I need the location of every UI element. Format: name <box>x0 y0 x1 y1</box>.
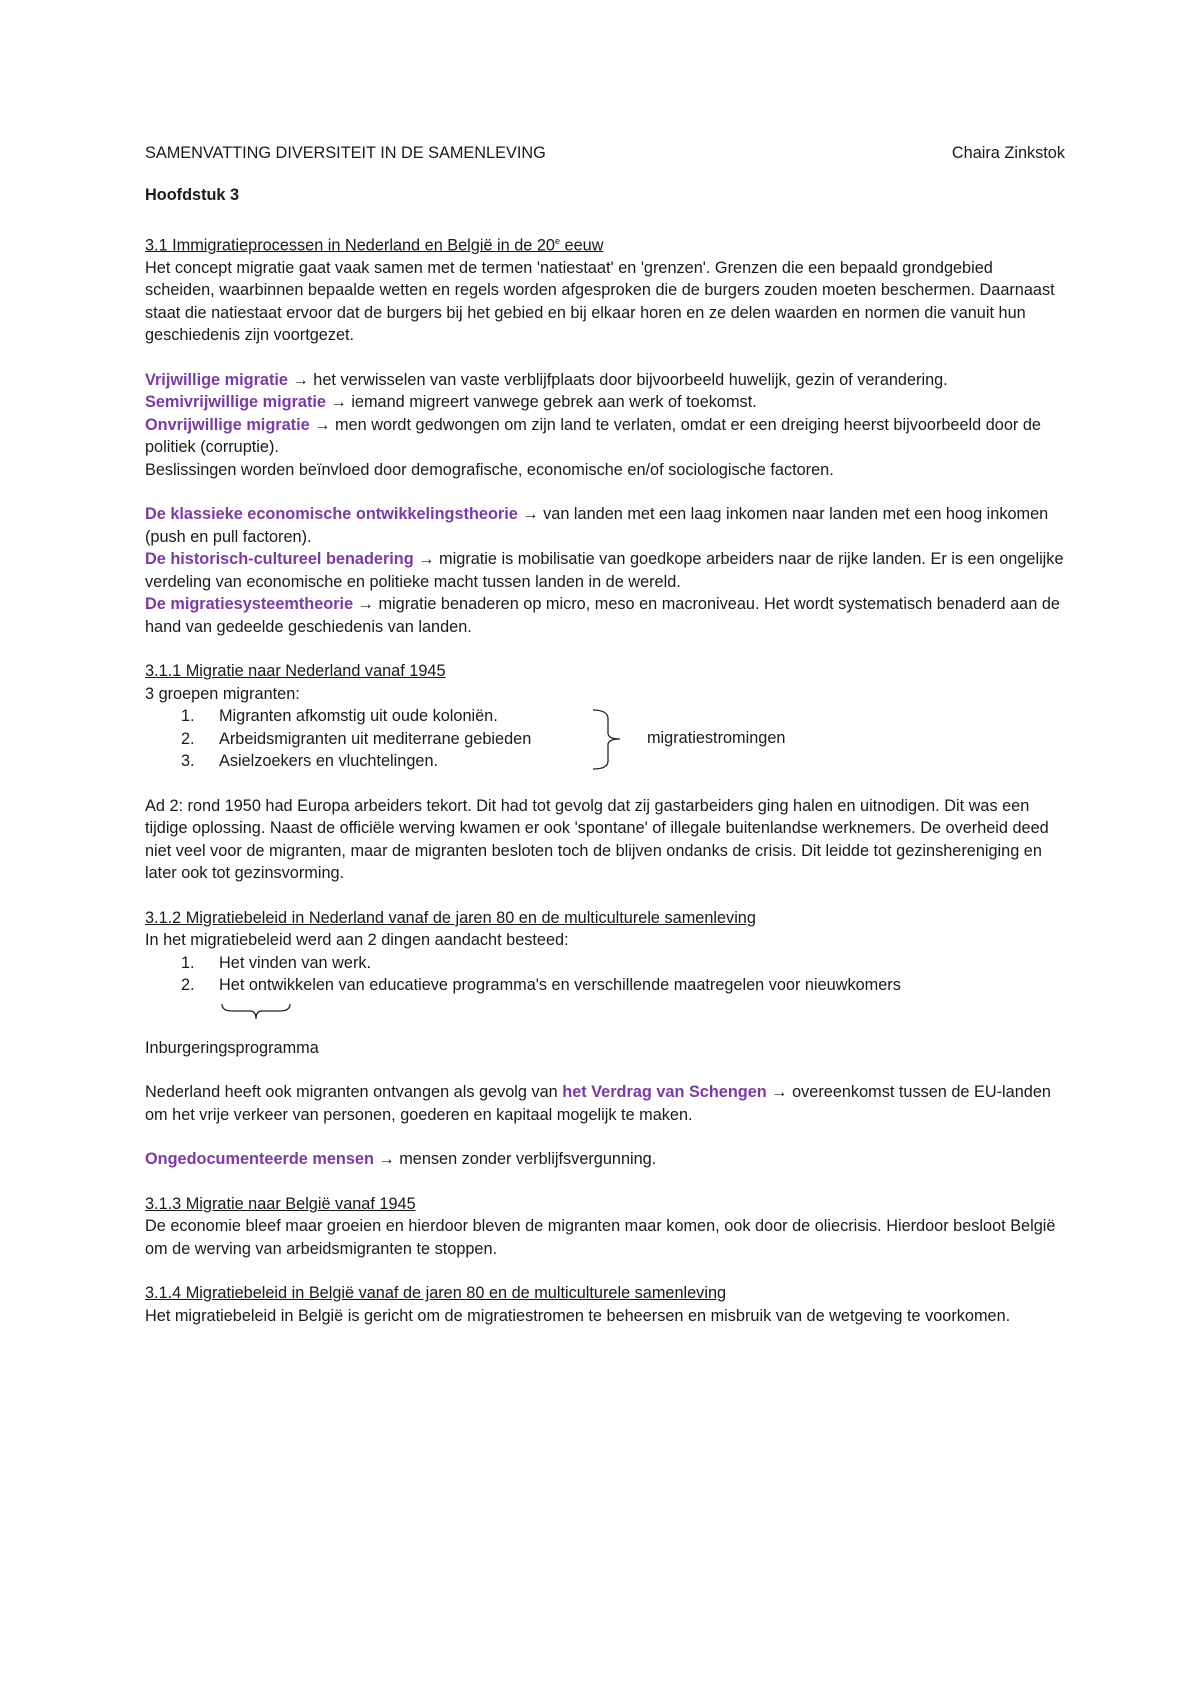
section-heading: 3.1.1 Migratie naar Nederland vanaf 1945 <box>145 662 446 681</box>
section-3-1-4 <box>145 1282 1065 1327</box>
list-item: 2. Arbeidsmigranten uit mediterrane gebieden <box>181 729 532 748</box>
definition-paragraph: De migratiesysteemtheorie → migratie benaderen op micro, meso en macroniveau. Het wordt systematisch benaderd aan de hand van gedeelde geschiedenis van landen. <box>145 595 1060 636</box>
term: De klassieke economische ontwikkelingstheorie <box>145 505 518 524</box>
list-intro: 3 groepen migranten: <box>145 684 300 703</box>
definition-paragraph: Onvrijwillige migratie → men wordt gedwongen om zijn land te verlaten, omdat er een dreiging heerst bijvoorbeeld door de politiek (corruptie). <box>145 415 1041 457</box>
section-body: Het migratiebeleid in België is gericht om de migratiestromen te beheersen en misbruik van de wetgeving te voorkomen. <box>145 1306 1011 1325</box>
definition-paragraph: De klassieke economische ontwikkelingstheorie → van landen met een laag inkomen naar landen met een hoog inkomen (push en pull factoren). <box>145 505 1049 546</box>
decisions-paragraph: Beslissingen worden beïnvloed door demografische, economische en/of sociologische factoren. <box>145 460 834 479</box>
chapter-heading: Hoofdstuk 3 <box>145 186 240 204</box>
term: De historisch-cultureel benadering <box>145 550 414 569</box>
numbered-list <box>145 952 1065 997</box>
section-heading: 3.1.3 Migratie naar België vanaf 1945 <box>145 1194 416 1213</box>
schengen-paragraph: Nederland heeft ook migranten ontvangen als gevolg van het Verdrag van Schengen → overeenkomst tussen de EU-landen om het vrije verkeer van personen, goederen en kapitaal mogelijk te maken. <box>145 1083 1051 1124</box>
section-3-1-1 <box>145 660 1065 885</box>
section-heading: 3.1.4 Migratiebeleid in België vanaf de jaren 80 en de multiculturele samenleving <box>145 1284 727 1303</box>
list-item: 1. Migranten afkomstig uit oude koloniën. <box>181 707 498 726</box>
curly-brace-down-icon <box>220 1001 292 1023</box>
section-body: Het concept migratie gaat vaak samen met de termen 'natiestaat' en 'grenzen'. Grenzen die een bepaald grondgebied scheiden, waarbinnen bepaalde wetten en regels worden afgesproken die de burgers zouden moeten beschermen. Daarnaast staat die natiestaat ervoor dat de burgers bij het gebied en bij elkaar horen en ze delen waarden en normen die vanuit hun geschiedenis zijn voortgezet. <box>145 258 1055 345</box>
brace-label: migratiestromingen <box>647 729 786 748</box>
section-body: De economie bleef maar groeien en hierdoor bleven de migranten maar komen, ook door de oliecrisis. Hierdoor besloot België om de werving van arbeidsmigranten te stoppen. <box>145 1217 1056 1258</box>
migrant-groups <box>145 705 1065 773</box>
document-content <box>145 142 1065 1327</box>
list-item: 1. Het vinden van werk. <box>181 953 372 972</box>
author-name: Chaira Zinkstok <box>951 144 1065 162</box>
term: De migratiesysteemtheorie <box>145 595 354 614</box>
curly-brace-icon <box>590 705 630 773</box>
document-title: SAMENVATTING DIVERSITEIT IN DE SAMENLEVING <box>145 144 546 162</box>
section-3-1-3 <box>145 1193 1065 1261</box>
definition-paragraph: Vrijwillige migratie → het verwisselen van vaste verblijfplaats door bijvoorbeeld huwelijk, gezin of verandering. <box>145 370 948 389</box>
section-heading: 3.1.2 Migratiebeleid in Nederland vanaf de jaren 80 en de multiculturele samenleving <box>145 908 756 927</box>
definition-paragraph: Ongedocumenteerde mensen → mensen zonder verblijfsvergunning. <box>145 1150 657 1169</box>
list-item: 2. Het ontwikkelen van educatieve programma's en verschillende maatregelen voor nieuwkomers <box>181 976 901 995</box>
definition-paragraph: De historisch-cultureel benadering → migratie is mobilisatie van goedkope arbeiders naar de rijke landen. Er is een ongelijke verdeling van economische en politieke macht tussen landen in de wereld. <box>145 550 1064 591</box>
term: Onvrijwillige migratie <box>145 415 310 434</box>
list-intro: In het migratiebeleid werd aan 2 dingen aandacht besteed: <box>145 931 569 950</box>
ad2-paragraph: Ad 2: rond 1950 had Europa arbeiders tekort. Dit had tot gevolg dat zij gastarbeiders ging halen en uitnodigen. Dit was een tijdige oplossing. Naast de officiële werving kwamen er ook 'spontane' of illegale buitenlandse werknemers. De overheid deed niet veel voor de migranten, maar de migranten besloten toch de blijven ondanks de crisis. Dit leidde tot gezinshereniging en later ook tot gezinsvorming. <box>145 796 1049 883</box>
term: Ongedocumenteerde mensen <box>145 1150 374 1169</box>
list-item: 3. Asielzoekers en vluchtelingen. <box>181 752 439 771</box>
term: het Verdrag van Schengen <box>562 1083 767 1102</box>
term: Semivrijwillige migratie <box>145 393 326 412</box>
page-header <box>145 142 1065 164</box>
section-3-1 <box>145 230 1065 347</box>
section-3-1-2 <box>145 907 1065 1171</box>
program-label: Inburgeringsprogramma <box>145 1038 319 1057</box>
migration-types <box>145 369 1065 482</box>
section-heading: 3.1 Immigratieprocessen in Nederland en België in de 20e eeuw <box>145 236 604 255</box>
migration-theories <box>145 503 1065 638</box>
term: Vrijwillige migratie <box>145 370 288 389</box>
definition-paragraph: Semivrijwillige migratie → iemand migreert vanwege gebrek aan werk of toekomst. <box>145 393 757 412</box>
